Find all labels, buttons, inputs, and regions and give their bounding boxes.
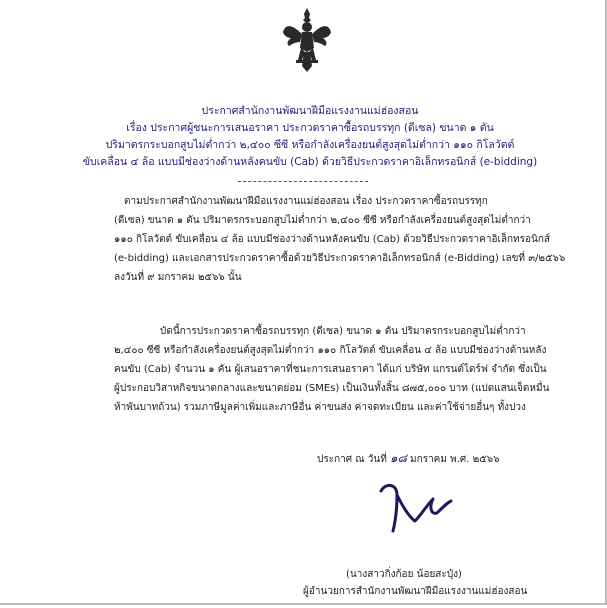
garuda-emblem <box>282 8 332 74</box>
header-title: ประกาศสำนักงานพัฒนาฝีมือแรงงานแม่ฮ่องสอน <box>201 105 419 117</box>
paragraph1-line: ๑๑๐ กิโลวัตต์ ขับเคลื่อน ๔ ล้อ แบบมีช่องว่างด้านหลังคนขับ (Cab) ด้วยวิธีประกวดราคาอิเล็กทรอนิกส์ <box>114 234 551 245</box>
separator-line <box>238 181 368 182</box>
paragraph2-line: ห้าพันบาทถ้วน) รวมภาษีมูลค่าเพิ่มและภาษีอื่น ค่าขนส่ง ค่าจดทะเบียน และค่าใช้จ่ายอื่นๆ ทั้งปวง <box>114 402 526 413</box>
paragraph2-line: ๒,๔๐๐ ซีซี หรือกำลังเครื่องยนต์สูงสุดไม่ต่ำกว่า ๑๑๐ กิโลวัตต์ ขับเคลื่อน ๔ ล้อ แบบมีช่องว่างด้านหลัง <box>114 345 547 356</box>
paragraph1-line: ลงวันที่ ๙ มกราคม ๒๕๖๖ นั้น <box>114 272 242 283</box>
announce-date-month-year: มกราคม พ.ศ. ๒๕๖๖ <box>410 454 500 465</box>
signer-title: ผู้อำนวยการสำนักงานพัฒนาฝีมือแรงงานแม่ฮ่องสอน <box>303 586 528 597</box>
paragraph1-line: (ดีเซล) ขนาด ๑ ตัน ปริมาตรกระบอกสูบไม่ต่ำกว่า ๒,๔๐๐ ซีซี หรือกำลังเครื่องยนต์สูงสุดไม่ต่ำกว่า <box>114 215 531 226</box>
paragraph2-line: บัดนี้การประกวดราคาซื้อรถบรรทุก (ดีเซล) ขนาด ๑ ตัน ปริมาตรกระบอกสูบไม่ต่ำกว่า <box>160 326 526 337</box>
header-subject-cont-1: ปริมาตรกระบอกสูบไม่ต่ำกว่า ๒,๔๐๐ ซีซี หรือกำลังเครื่องยนต์สูงสุดไม่ต่ำกว่า ๑๑๐ กิโลวัตต์ <box>105 139 515 151</box>
paragraph1-line: ตามประกาศสำนักงานพัฒนาฝีมือแรงงานแม่ฮ่องสอน เรื่อง ประกวดราคาซื้อรถบรรทุก <box>124 196 488 207</box>
header-subject-cont-2: ขับเคลื่อน ๔ ล้อ แบบมีช่องว่างด้านหลังคนขับ (Cab) ด้วยวิธีประกวดราคาอิเล็กทรอนิกส์ (e-bidding) <box>82 156 538 168</box>
paragraph1-line: (e-bidding) และเอกสารประกวดราคาซื้อด้วยวิธีประกวดราคาอิเล็กทรอนิกส์ (e-Bidding) เลขที่ ๓/๒๕๖๖ <box>114 253 566 264</box>
paragraph2-line: ผู้ประกอบวิสาหกิจขนาดกลางและขนาดย่อม (SMEs) เป็นเงินทั้งสิ้น ๘๗๕,๐๐๐ บาท (แปดแสนเจ็ดหมื่น <box>114 383 550 394</box>
paragraph2-line: คนขับ (Cab) จำนวน ๑ คัน ผู้เสนอราคาที่ชนะการเสนอราคา ได้แก่ บริษัท แกรนด์ไดร์ฟ จำกัด ซึ่งเป็น <box>114 364 547 375</box>
signer-name: (นางสาวกิ่งก้อย น้อยสะปุ๋ง) <box>346 569 462 580</box>
announce-date <box>317 449 499 468</box>
handwritten-signature <box>375 477 455 537</box>
announce-date-prefix: ประกาศ ณ วันที่ <box>317 454 387 465</box>
announce-date-day: ๑๘ <box>389 451 407 465</box>
header-subject: เรื่อง ประกาศผู้ชนะการเสนอราคา ประกวดราคาซื้อรถบรรทุก (ดีเซล) ขนาด ๑ ตัน <box>126 122 494 134</box>
